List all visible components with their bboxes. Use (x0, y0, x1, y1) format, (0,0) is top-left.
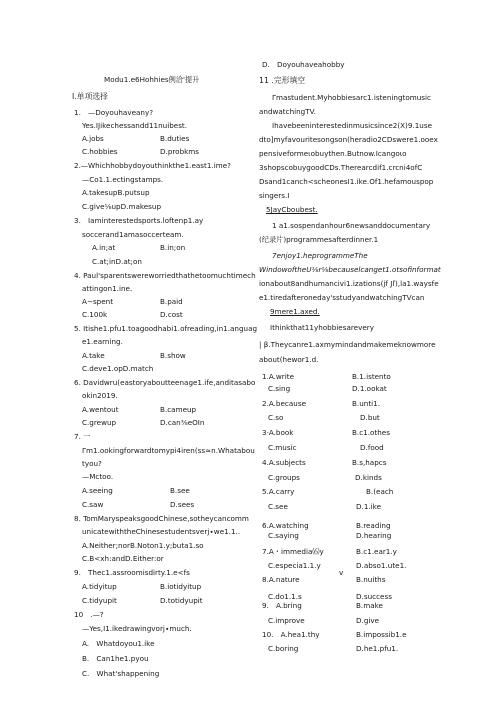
option: C.especia1.1.y (268, 561, 321, 570)
option: 5.A.carry (262, 487, 295, 496)
option: 3·A.book (262, 428, 294, 437)
option: D.cost (160, 310, 183, 319)
option: D.give (356, 616, 380, 625)
question-line: unicatewiththeChinesestudentsverj∙we1.1.. (82, 527, 241, 536)
option: A.wentout (82, 405, 119, 414)
question-1: 1. —Doyouhaveany? (74, 108, 154, 117)
option: C.saw (82, 500, 104, 509)
option: A. Whatdoyou1.ike (82, 639, 155, 648)
question-9: 9. Thec1.assroomisdirty.1.e<fs (74, 568, 190, 577)
passage-line: 3shopscobuygoodCDs.Therearcdif1.crcni4ofC (259, 163, 423, 172)
option: 9. A.bring (262, 601, 302, 610)
passage-line: dto]myfavouritesongson(heradio2CDswere1.ooex (259, 135, 438, 144)
option: B.(each (366, 487, 394, 496)
option: A−spent (82, 297, 114, 306)
document-title: Modu1.e6Hohhies例洽'提升 (104, 75, 200, 84)
passage-line: 9mere1.axed. (270, 307, 320, 316)
option: C.tidyupit (82, 596, 117, 605)
option: C.boring (268, 644, 299, 653)
option: C.B<xh:andD.Either:or (82, 554, 164, 563)
option: C.saying (268, 531, 299, 540)
question-line: —Co1.1.ectingstamps. (82, 175, 164, 184)
option: C.hobbies (82, 147, 118, 156)
question-line: tyou? (82, 459, 102, 468)
option: 7.A・immedia⑹y (262, 547, 324, 556)
option: C.see (268, 502, 288, 511)
option: A.jobs (82, 134, 104, 143)
option: C.improve (268, 616, 305, 625)
question-line: —Yes,I1.ikedrawingvorj∙much. (82, 624, 192, 633)
question-line: soccerand1amasoccerteam. (82, 230, 184, 239)
option: C.grewup (82, 418, 117, 427)
option: B.s,hapcs (352, 458, 387, 467)
option: B. Can1he1.pyou (82, 654, 149, 663)
option: C.do1.1.s (268, 592, 302, 601)
option: D.1.ike (356, 502, 382, 511)
passage-line: andwatchingTV. (259, 107, 316, 116)
passage-line: e1.tiredafteroneday'sstudyandwatchingTVcan (259, 293, 425, 302)
option: C.sing (268, 384, 291, 393)
question-line: Yes.IJikechessandd11nuibest. (82, 121, 188, 130)
question-10: 10 .—? (74, 610, 104, 619)
option: D.can⅜eOIn (160, 418, 205, 427)
passage-line: WindowoftheU⅛r⅛becauselcanget1.otsofinformat (259, 265, 441, 274)
option: A.tidyitup (82, 582, 117, 591)
option: C.music (268, 443, 297, 452)
option: C.at;inD.at;on (92, 257, 142, 266)
question-6: 6. Davidwru(eastoryaboutteenage1.ife,anditasabo (74, 378, 256, 387)
option: D.probkms (160, 147, 200, 156)
question-8: 8. TomMaryspeaksgoodChinese,sotheycancomm (74, 514, 249, 523)
option: D.1.ookat (352, 384, 387, 393)
passage-line: Ihavebeeninterestedinmusicsince2(X)9.1use (272, 121, 433, 130)
question-line: okin2019. (82, 391, 118, 400)
option: B.1.istento (352, 372, 391, 381)
passage-line: about(hewor1.d. (259, 355, 319, 364)
option: B.see (170, 486, 190, 495)
option: B.make (356, 601, 383, 610)
passage-line: Dsand1canch<scheonesI1.ike.Of1.hefamouspop (259, 177, 434, 186)
option: 8.A.nature (262, 575, 300, 584)
option: B.nuiths (356, 575, 386, 584)
option: B.iotidyitup (160, 582, 202, 591)
option: D.success (356, 592, 392, 601)
question-line: e1.earning. (82, 337, 123, 346)
option: 4.A.subjects (262, 458, 306, 467)
option: 2.A.because (262, 399, 306, 408)
passage-line: pensiveformeιobuythen.Butnow.Icangoιo (259, 149, 407, 158)
passage-line: (纪录片)programmesafterdinner.1 (259, 235, 379, 244)
passage-line: 7enjoy1.heprogrammeThe (272, 251, 368, 260)
option: B.impossib1.e (356, 630, 407, 639)
section-heading: 11 .完形填空 (259, 76, 306, 85)
option: B.reading (356, 521, 391, 530)
question-4: 4. Paul'sparentswereworriedthathetoomuchtimech (74, 271, 256, 280)
option: C.groups (268, 473, 300, 482)
option: 1.A.write (262, 372, 295, 381)
option: D.abso1.ute1. (356, 561, 407, 570)
question-line: Γm1.ookingforwardtomypi4iren(ss≈n.Whatabou (82, 446, 255, 455)
option: 6.A.watching (262, 521, 309, 530)
option: B.cameup (160, 405, 197, 414)
option: D.hearing (356, 531, 392, 540)
passage-line: 1 a1.sospendanhour6newsanddocumentary (272, 221, 431, 230)
option: B.show (160, 351, 186, 360)
option: D.but (360, 413, 380, 422)
question-line: attingon1.ine. (82, 284, 133, 293)
option: D.totidyupit (160, 596, 203, 605)
passage-line: Γmastudent.Myhobbiesarc1.isteningtomusic (272, 93, 431, 102)
question-line: —Mctoo. (82, 472, 114, 481)
option: 10. A.hea1.thy (262, 630, 320, 639)
question-2: 2.—Whichhobbydoyouthinkthe1.east1.ime? (74, 161, 231, 170)
passage-line: 5JayCboubest. (266, 205, 318, 214)
option: D.kinds (355, 473, 382, 482)
option: B.c1.ear1.y (356, 547, 397, 556)
option: A.Neither;norB.Noton1.y;buta1.so (82, 541, 204, 550)
question-3: 3. Iaminterestedsports.loftenp1.ay (74, 216, 204, 225)
stray-mark: v (339, 568, 344, 577)
option: C.give⅛upD.makesup (82, 202, 162, 211)
option: A.seeing (82, 486, 113, 495)
section-heading: I.单项选择 (72, 92, 108, 101)
option: A.in;at (92, 243, 116, 252)
option: A.takesupB.putsup (82, 188, 150, 197)
option: B.c1.othes (352, 428, 390, 437)
question-5: 5. Itishe1.pfu1.toagoodhabi1.ofreading,in1.anguag (74, 324, 258, 333)
option: B.unti1. (352, 399, 380, 408)
passage-line: Ithinkthat11yhobbiesarevery (270, 323, 374, 332)
option: D.he1.pfu1. (356, 644, 399, 653)
option: C.so (268, 413, 284, 422)
option: B.duties (160, 134, 190, 143)
option: A.take (82, 351, 105, 360)
question-7: 7. 一 (74, 432, 91, 441)
option: C.100k (82, 310, 108, 319)
option: C.deve1.opD.match (82, 364, 154, 373)
passage-line: | β.Theycanre1.axmymindandmakemeknowmore (259, 340, 436, 349)
option: D. Doyouhaveahobby (262, 60, 345, 69)
passage-line: singers.I (259, 191, 290, 200)
option: D.food (360, 443, 384, 452)
option: C. What'shappening (82, 669, 160, 678)
option: B.paid (160, 297, 183, 306)
option: B.in;on (160, 243, 186, 252)
passage-line: ionabout8andhumancivi1.izations(jf Jľ),la1.waysfe (259, 279, 439, 288)
option: D.sees (170, 500, 195, 509)
